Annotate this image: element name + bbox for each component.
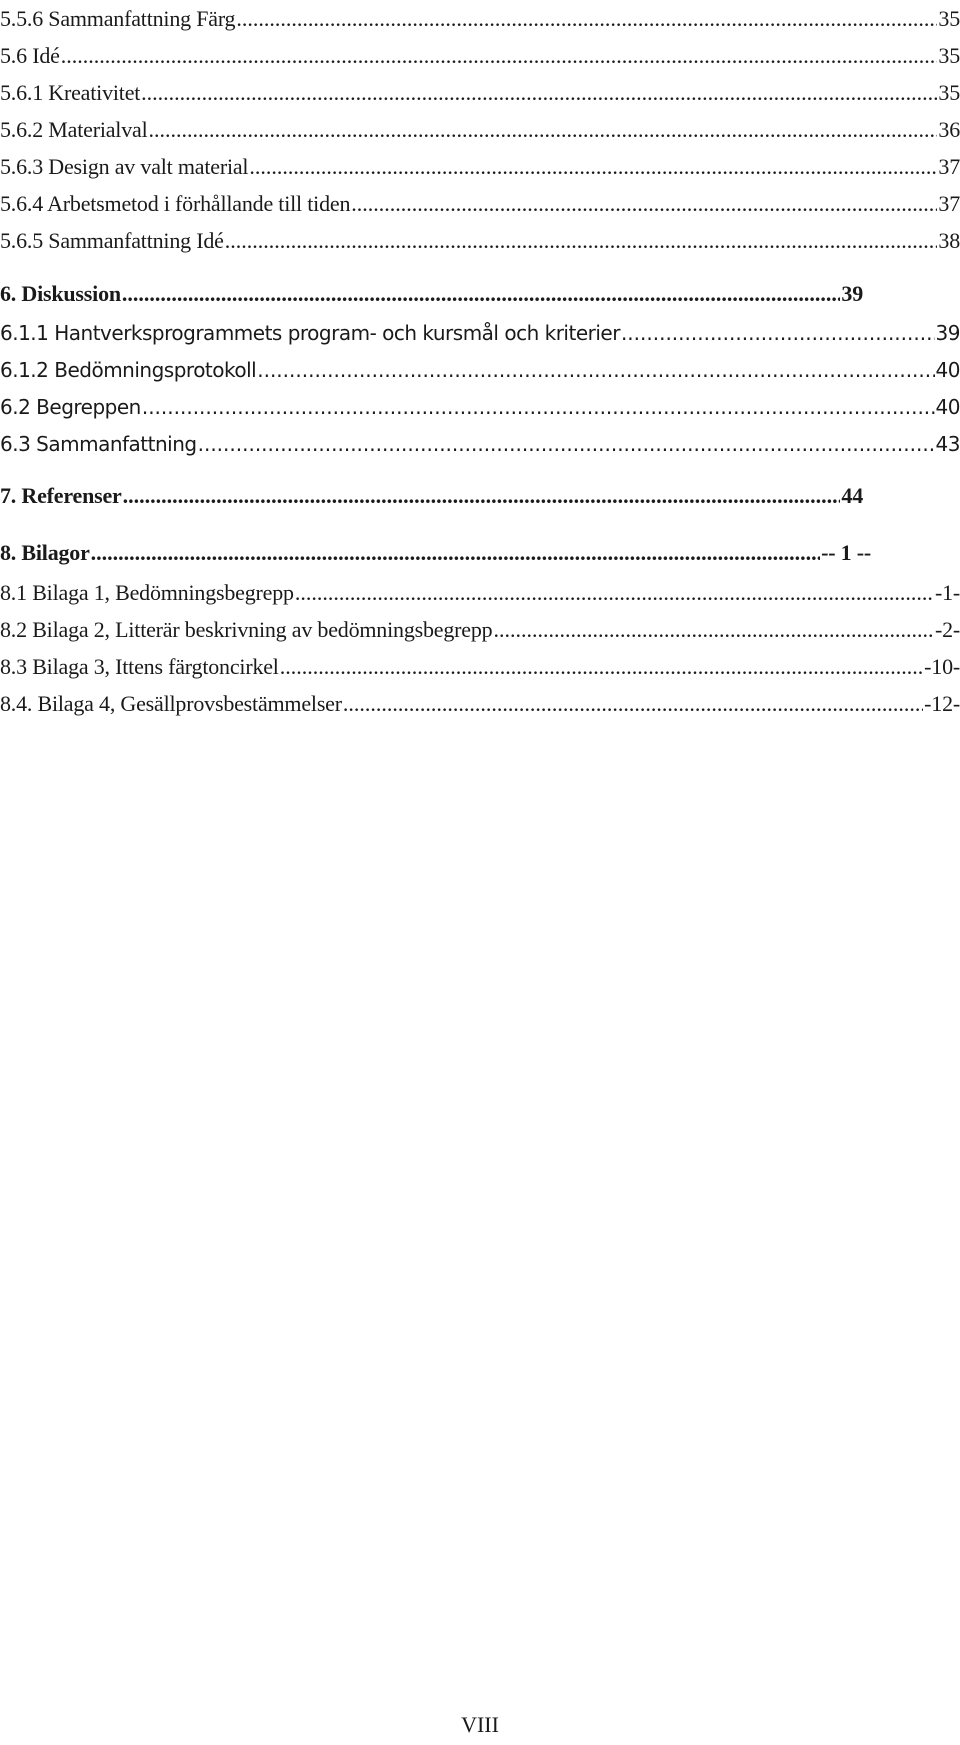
toc-entry bbox=[0, 648, 960, 680]
toc-entry-title: 8.4. Bilaga 4, Gesällprovsbestämmelser bbox=[0, 691, 342, 716]
toc-chapter-entry bbox=[0, 534, 871, 566]
toc-entry-page: 35 bbox=[938, 6, 960, 31]
toc-leader-dots bbox=[295, 580, 934, 606]
toc-entry-page: -1- bbox=[934, 580, 960, 605]
toc-leader-dots bbox=[122, 281, 840, 307]
toc-leader-dots bbox=[198, 431, 935, 457]
toc-entry bbox=[0, 351, 960, 383]
page-number: VIII bbox=[461, 1712, 499, 1737]
toc-entry-page: 37 bbox=[938, 154, 960, 179]
toc-entry-page: -12- bbox=[924, 691, 960, 716]
toc-leader-dots bbox=[249, 154, 937, 180]
toc-entry bbox=[0, 314, 960, 346]
toc-entry-title: 6. Diskussion bbox=[0, 281, 121, 306]
toc-entry bbox=[0, 148, 960, 180]
toc-leader-dots bbox=[123, 483, 841, 509]
toc-leader-dots bbox=[142, 394, 935, 420]
toc-entry-title: 8.2 Bilaga 2, Litterär beskrivning av bedömningsbegrepp bbox=[0, 617, 493, 642]
toc-leader-dots bbox=[149, 117, 938, 143]
toc-leader-dots bbox=[621, 320, 935, 346]
toc-entry-title: 5.6.2 Materialval bbox=[0, 117, 148, 142]
toc-entry-page: 44 bbox=[841, 483, 863, 508]
toc-entry-title: 8. Bilagor bbox=[0, 540, 90, 565]
toc-entry bbox=[0, 388, 960, 420]
toc-entry-title: 5.5.6 Sammanfattning Färg bbox=[0, 6, 236, 31]
toc-entry-title: 6.3 Sammanfattning bbox=[0, 432, 197, 456]
toc-leader-dots bbox=[351, 191, 937, 217]
toc-leader-dots bbox=[61, 43, 938, 69]
toc-leader-dots bbox=[493, 617, 934, 643]
toc-entry bbox=[0, 185, 960, 217]
toc-entry bbox=[0, 222, 960, 254]
toc-entry-page: 39 bbox=[935, 321, 960, 345]
toc-leader-dots bbox=[91, 540, 820, 566]
toc-entry-title: 5.6.5 Sammanfattning Idé bbox=[0, 228, 224, 253]
toc-entry-page: -10- bbox=[924, 654, 960, 679]
toc-entry-page: 43 bbox=[935, 432, 960, 456]
toc-entry bbox=[0, 611, 960, 643]
toc-entry-page: 39 bbox=[841, 281, 863, 306]
toc-entry-title: 8.1 Bilaga 1, Bedömningsbegrepp bbox=[0, 580, 294, 605]
toc-leader-dots bbox=[343, 691, 923, 717]
toc-entry-page: 40 bbox=[935, 395, 960, 419]
toc-entry-page: 40 bbox=[935, 358, 960, 382]
toc-entry-page: -2- bbox=[934, 617, 960, 642]
toc-leader-dots bbox=[225, 228, 938, 254]
toc-entry bbox=[0, 111, 960, 143]
toc-entry-page: 35 bbox=[938, 80, 960, 105]
toc-entry-page: 35 bbox=[938, 43, 960, 68]
toc-entry bbox=[0, 685, 960, 717]
toc-entry-title: 6.1.1 Hantverksprogrammets program- och kursmål och kriterier bbox=[0, 321, 620, 345]
toc-entry-title: 5.6.4 Arbetsmetod i förhållande till tiden bbox=[0, 191, 351, 216]
toc-entry-page: 36 bbox=[938, 117, 960, 142]
toc-entry bbox=[0, 574, 960, 606]
toc-leader-dots bbox=[141, 80, 937, 106]
toc-entry-title: 6.2 Begreppen bbox=[0, 395, 141, 419]
toc-leader-dots bbox=[280, 654, 923, 680]
toc-chapter-entry bbox=[0, 275, 863, 307]
toc-entry-page: -- 1 -- bbox=[821, 540, 871, 565]
toc-entry bbox=[0, 37, 960, 69]
toc-leader-dots bbox=[257, 357, 934, 383]
toc-chapter-entry bbox=[0, 477, 863, 509]
toc-entry-title: 5.6.1 Kreativitet bbox=[0, 80, 141, 105]
toc-entry bbox=[0, 425, 960, 457]
toc-entry-title: 5.6.3 Design av valt material bbox=[0, 154, 249, 179]
toc-entry-title: 5.6 Idé bbox=[0, 43, 60, 68]
toc-entry-title: 6.1.2 Bedömningsprotokoll bbox=[0, 358, 257, 382]
toc-entry-title: 7. Referenser bbox=[0, 483, 122, 508]
toc-entry bbox=[0, 74, 960, 106]
toc-entry bbox=[0, 0, 960, 32]
toc-entry-page: 38 bbox=[938, 228, 960, 253]
toc-entry-title: 8.3 Bilaga 3, Ittens färgtoncirkel bbox=[0, 654, 279, 679]
toc-leader-dots bbox=[236, 6, 937, 32]
toc-entry-page: 37 bbox=[938, 191, 960, 216]
